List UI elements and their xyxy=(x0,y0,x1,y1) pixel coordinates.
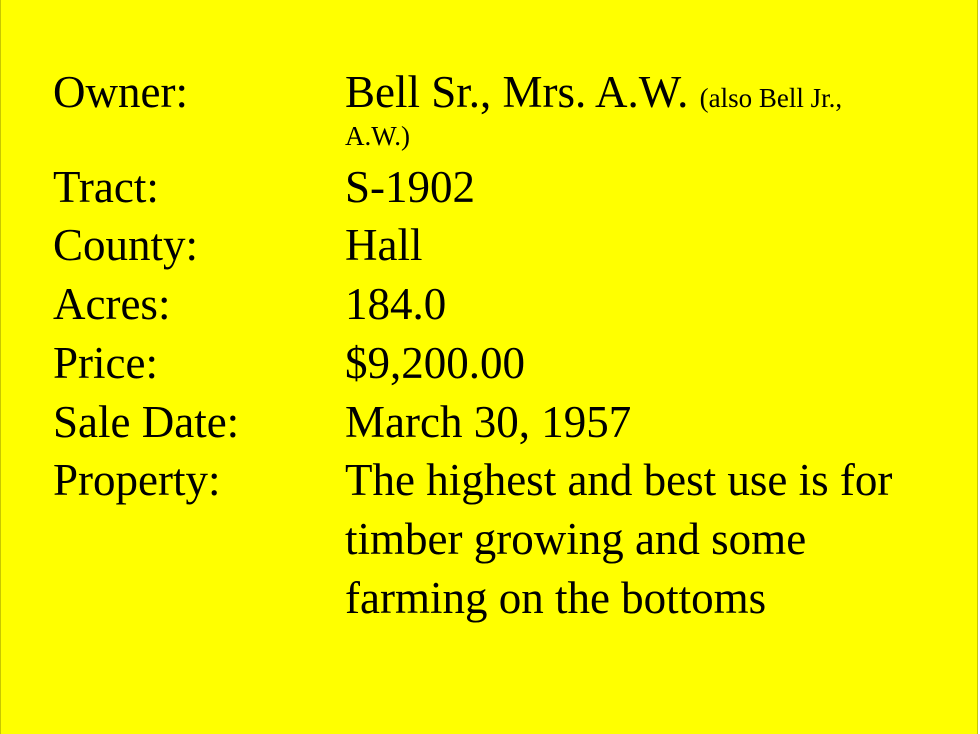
county-label: County: xyxy=(53,220,199,270)
owner-note-continued: A.W.) xyxy=(345,121,410,151)
sale-date-value: March 30, 1957 xyxy=(345,397,632,447)
property-value-line-3: farming on the bottoms xyxy=(345,573,767,623)
property-value-line-2: timber growing and some xyxy=(345,514,807,564)
owner-note: (also Bell Jr., xyxy=(699,83,843,113)
sale-date-label: Sale Date: xyxy=(53,397,240,447)
price-label: Price: xyxy=(53,338,158,388)
acres-value: 184.0 xyxy=(345,279,447,329)
price-value: $9,200.00 xyxy=(345,338,525,388)
tract-label: Tract: xyxy=(53,162,159,212)
property-value-line-1: The highest and best use is for xyxy=(345,455,893,505)
property-label: Property: xyxy=(53,455,221,505)
county-value: Hall xyxy=(345,220,423,270)
owner-value xyxy=(345,63,842,127)
owner-name: Bell Sr., Mrs. A.W. xyxy=(345,67,689,117)
tract-value: S-1902 xyxy=(345,162,476,212)
acres-label: Acres: xyxy=(53,279,171,329)
owner-label: Owner: xyxy=(53,67,188,117)
